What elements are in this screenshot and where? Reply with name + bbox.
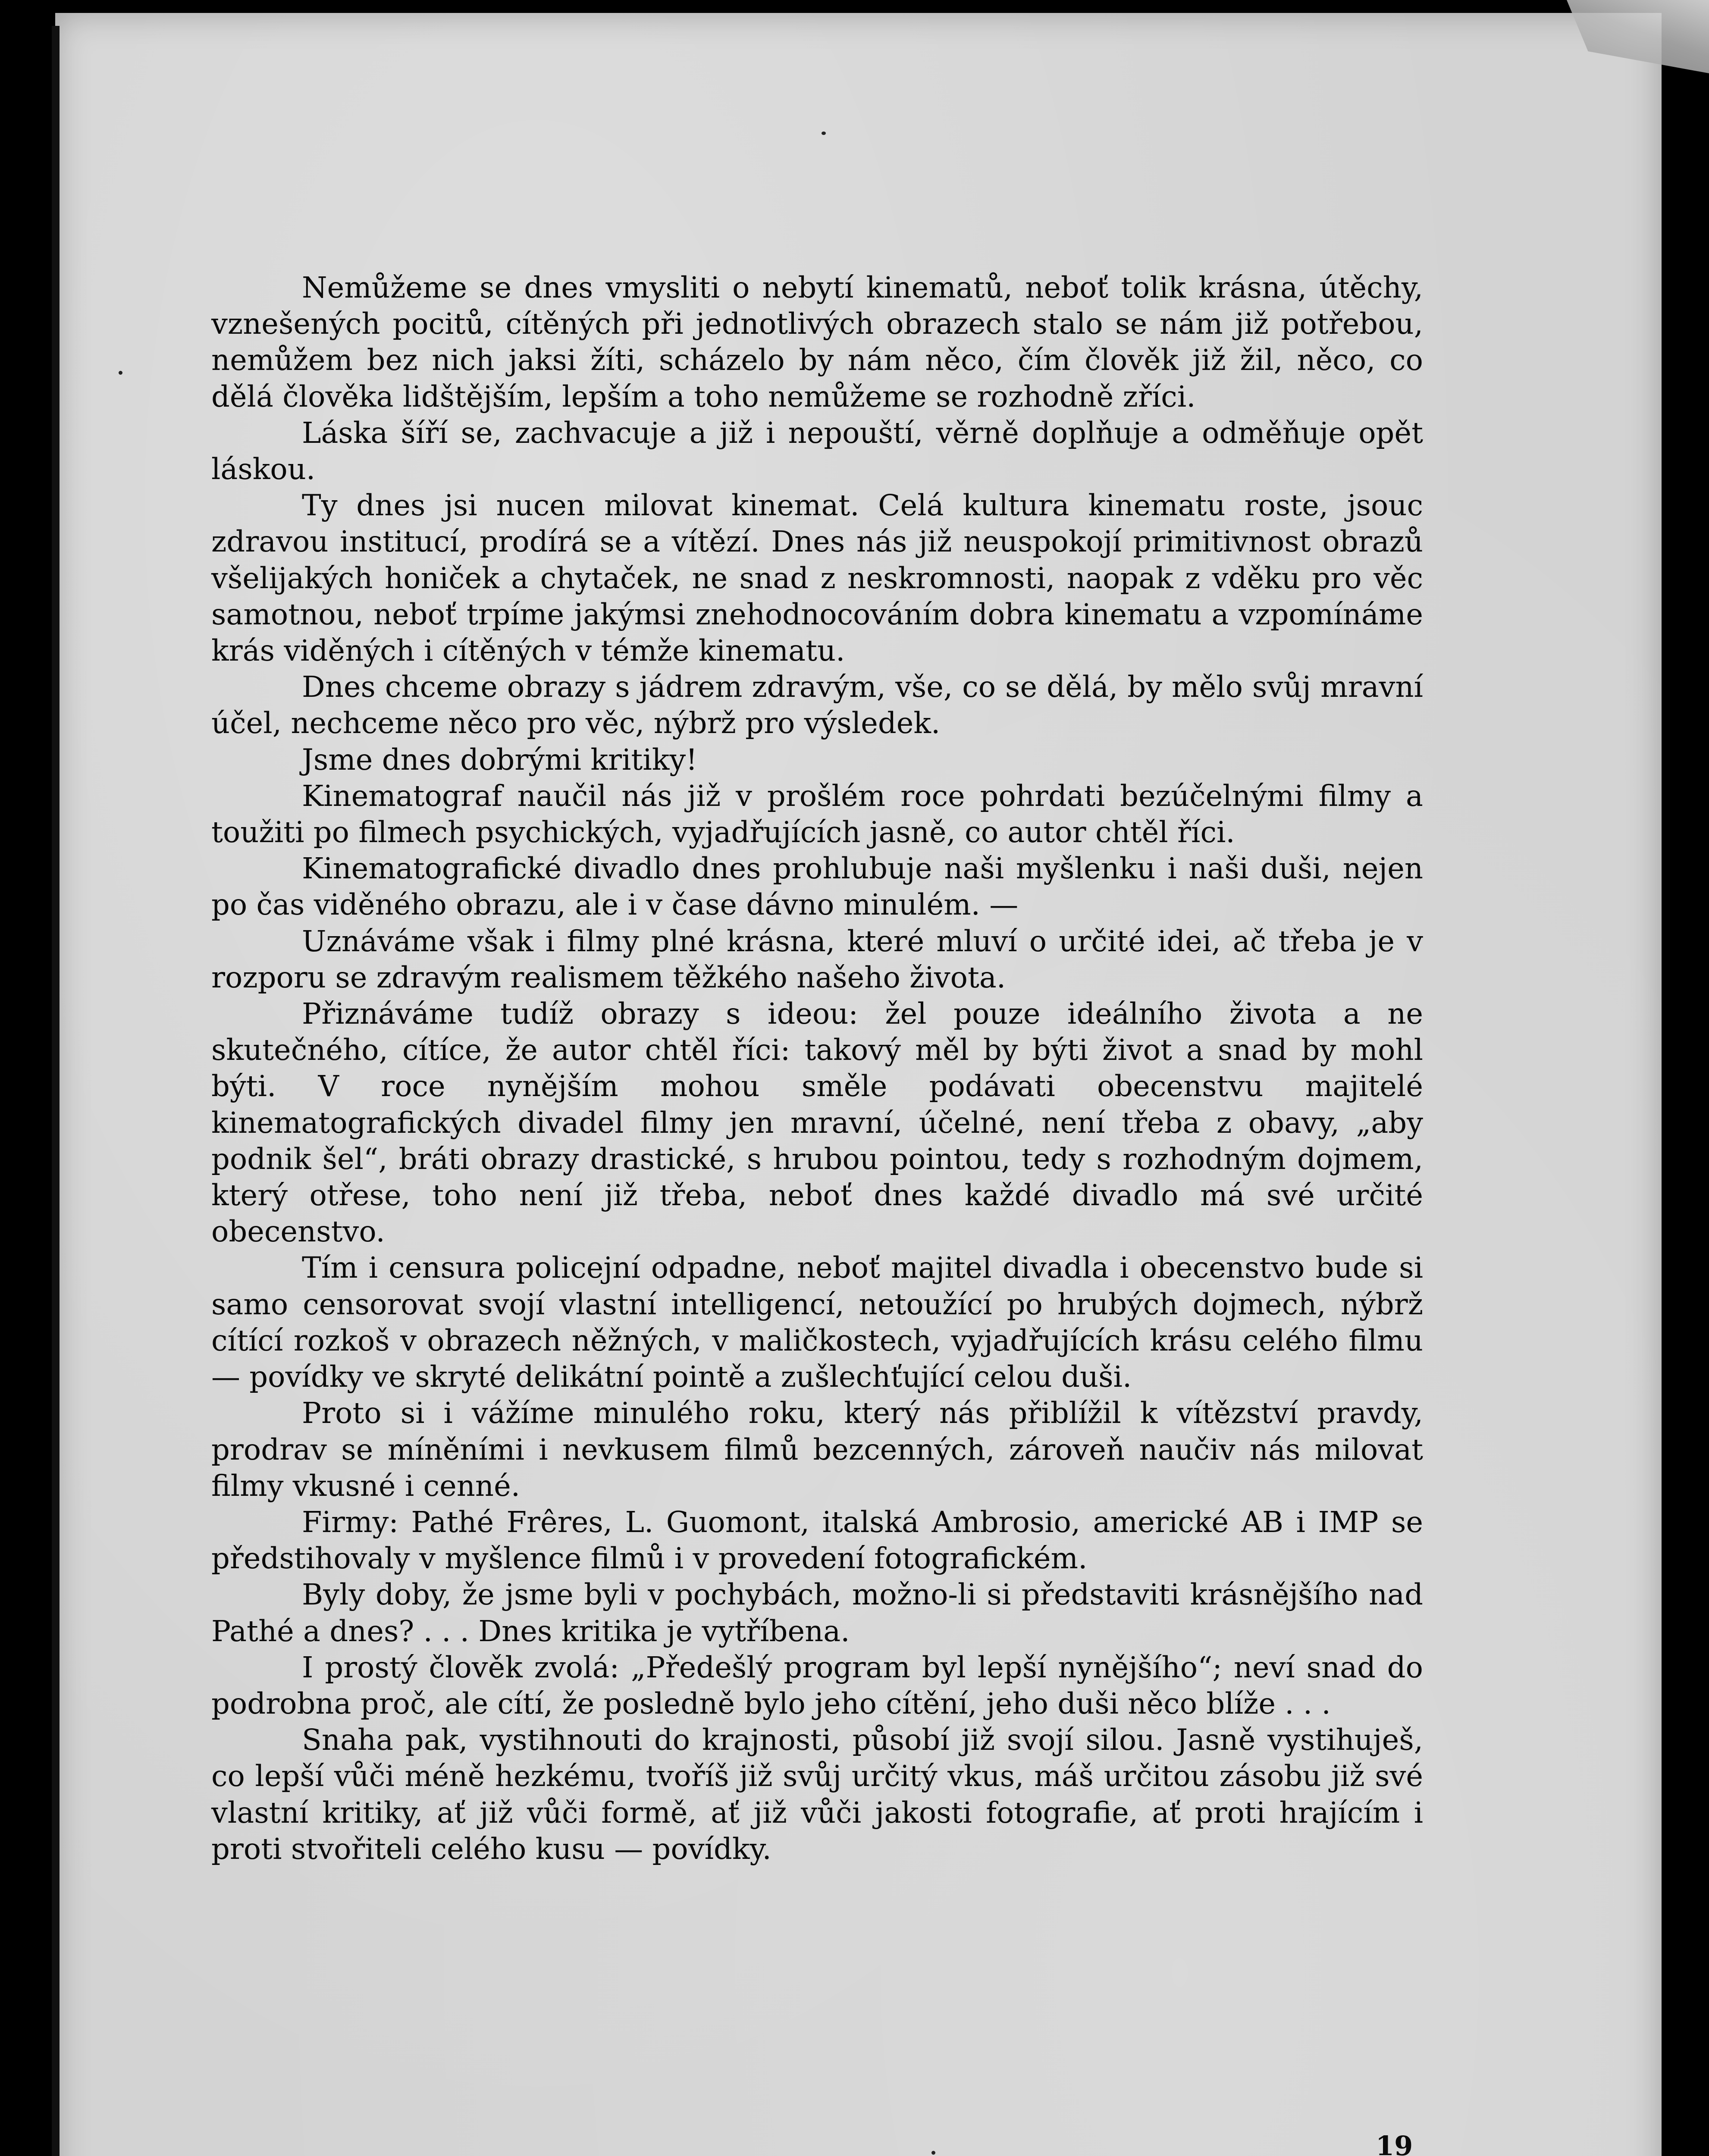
paragraph: Kinematograf naučil nás již v prošlém roce pohrdati bezúčelnými filmy a toužiti po filmech psychických, vyjadřujících jasně, co autor chtěl říci. [211,779,1423,849]
paragraph: Přiznáváme tudíž obrazy s ideou: žel pouze ideálního života a ne skutečného, cítíce, že autor chtěl říci: takový měl by býti život a snad by mohl býti. V roce nynějším mohou směle podávati obecenstvu majitelé kinematografických divadel filmy jen mravní, účelné, není třeba z obavy, „aby podnik šel“, bráti obrazy drastické, s hrubou pointou, tedy s rozhodným dojmem, který otřese, toho není již třeba, neboť dnes každé divadlo má své určité obecenstvo. [211,997,1423,1249]
paragraph: Snaha pak, vystihnouti do krajnosti, působí již svojí silou. Jasně vystihuješ, co lepší vůči méně hezkému, tvoříš již svůj určitý vkus, máš určitou zásobu již své vlastní kritiky, ať již vůči formě, ať již vůči jakosti fotografie, ať proti hrajícím i proti stvořiteli celého kusu — povídky. [211,1723,1423,1866]
paragraph: Byly doby, že jsme byli v pochybách, možno-li si představiti krásnějšího nad Pathé a dnes? . . . Dnes kritika je vytříbena. [211,1578,1423,1648]
binding-edge [52,26,60,2156]
page-number: 19 [1376,2130,1413,2156]
dust-speck [822,132,826,135]
paragraph: Firmy: Pathé Frêres, L. Guomont, italská Ambrosio, americké AB i IMP se předstihovaly v myšlence filmů i v provedení fotografickém. [211,1505,1423,1576]
dust-speck [931,2151,935,2155]
paragraph: Tím i censura policejní odpadne, neboť majitel divadla i obecenstvo bude si samo censorovat svojí vlastní intelligencí, netoužící po hrubých dojmech, nýbrž cítící rozkoš v obrazech něžných, v maličkostech, vyjadřujících krásu celého filmu — povídky ve skryté delikátní pointě a zušlechťující celou duši. [211,1251,1423,1394]
paragraph: Jsme dnes dobrými kritiky! [302,743,698,777]
paragraph: Kinematografické divadlo dnes prohlubuje naši myšlenku i naši duši, nejen po čas viděného obrazu, ale i v čase dávno minulém. — [211,852,1423,922]
paragraph: Ty dnes jsi nucen milovat kinemat. Celá kultura kinematu roste, jsouc zdravou institucí, prodírá se a vítězí. Dnes nás již neuspokojí primitivnost obrazů všelijakých honiček a chytaček, ne snad z neskromnosti, naopak z vděku pro věc samotnou, neboť trpíme jakýmsi znehodnocováním dobra kinematu a vzpomínáme krás viděných i cítěných v témže kinematu. [211,489,1423,668]
article-body [211,270,1423,1867]
paragraph: Nemůžeme se dnes vmysliti o nebytí kinematů, neboť tolik krásna, útěchy, vznešených pocitů, cítěných při jednotlivých obrazech stalo se nám již potřebou, nemůžem bez nich jaksi žíti, scházelo by nám něco, čím člověk již žil, něco, co dělá člověka lidštějším, lepším a toho nemůžeme se rozhodně zříci. [211,271,1423,414]
paragraph: I prostý člověk zvolá: „Předešlý program byl lepší nynějšího“; neví snad do podrobna proč, ale cítí, že posledně bylo jeho cítění, jeho duši něco blíže . . . [211,1650,1423,1720]
paragraph: Proto si i vážíme minulého roku, který nás přiblížil k vítězství pravdy, prodrav se míněními i nevkusem filmů bezcenných, zároveň naučiv nás milovat filmy vkusné i cenné. [211,1396,1423,1503]
paragraph: Dnes chceme obrazy s jádrem zdravým, vše, co se dělá, by mělo svůj mravní účel, nechceme něco pro věc, nýbrž pro výsledek. [211,670,1423,740]
paragraph: Uznáváme však i filmy plné krásna, které mluví o určité idei, ač třeba je v rozporu se zdravým realismem těžkého našeho života. [211,924,1423,994]
paragraph: Láska šíří se, zachvacuje a již i nepouští, věrně doplňuje a odměňuje opět láskou. [211,416,1423,486]
dust-speck [119,371,122,375]
